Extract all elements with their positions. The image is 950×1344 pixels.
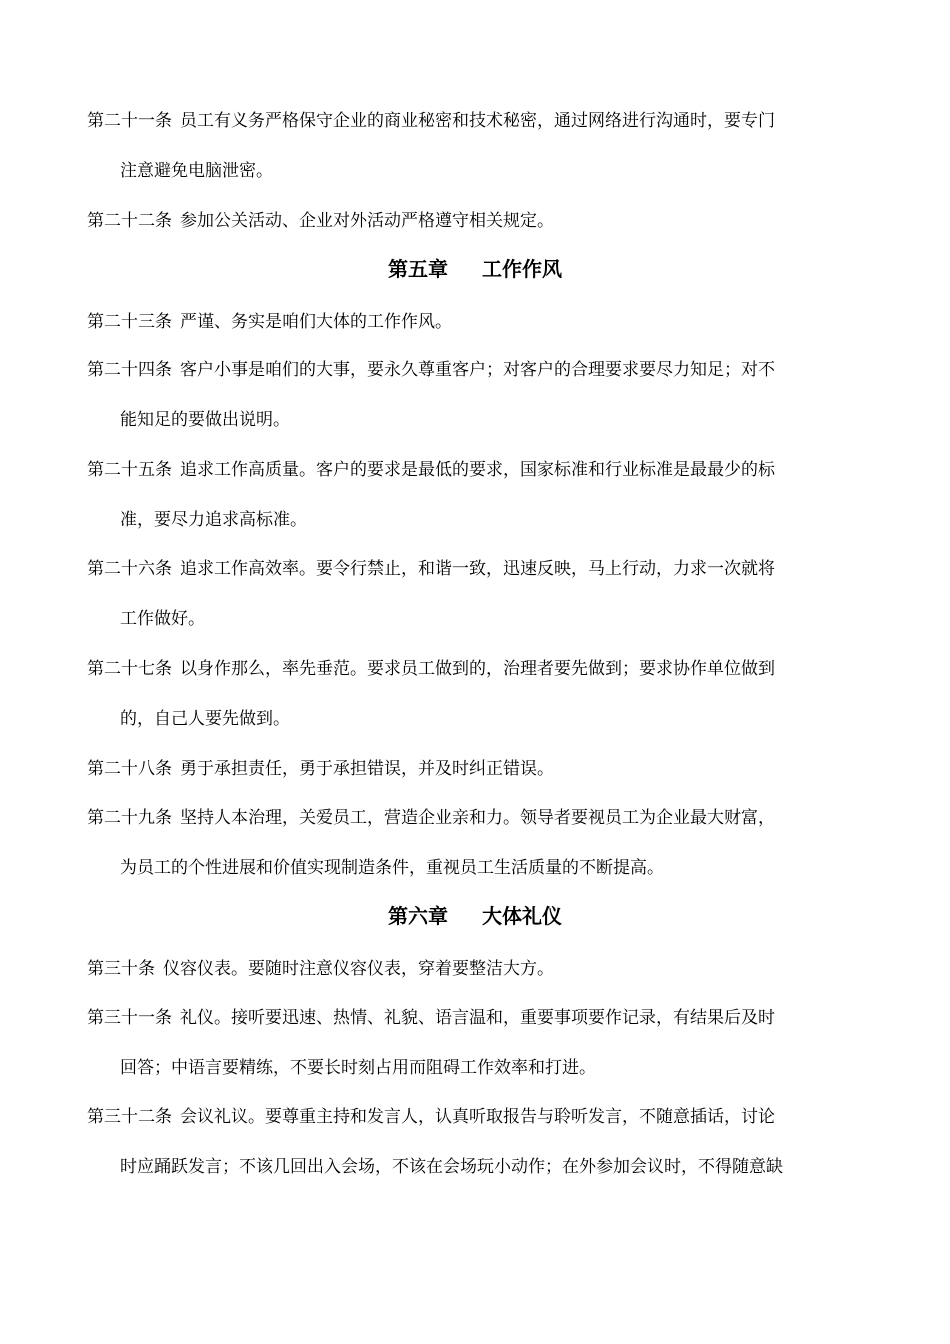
article-22-line-1 (87, 209, 554, 233)
article-number: 第二十一条 (87, 111, 172, 131)
article-number: 第二十四条 (87, 360, 172, 380)
article-text: 严谨、务实是咱们大体的工作作风。 (180, 312, 452, 332)
article-number: 第三十二条 (87, 1107, 172, 1127)
article-text: 参加公关活动、企业对外活动严格遵守相关规定。 (180, 211, 554, 231)
article-32-line-1 (87, 1105, 775, 1129)
article-number: 第二十六条 (87, 559, 172, 579)
article-24-line-1 (87, 358, 775, 382)
article-25-line-2: 准，要尽力追求高标准。 (120, 510, 307, 530)
chapter-number: 第六章 (388, 904, 448, 928)
article-26-line-1 (87, 557, 775, 581)
article-23-line-1 (87, 310, 452, 334)
article-text: 追求工作高质量。客户的要求是最低的要求，国家标准和行业标准是最最少的标 (180, 460, 775, 480)
article-text: 礼仪。接听要迅速、热情、礼貌、语言温和，重要事项要作记录，有结果后及时 (180, 1008, 775, 1028)
article-31-line-1 (87, 1006, 775, 1030)
chapter-title: 大体礼仪 (482, 904, 562, 928)
chapter-5-heading (0, 255, 950, 283)
article-27-line-1 (87, 657, 775, 681)
article-text: 客户小事是咱们的大事，要永久尊重客户；对客户的合理要求要尽力知足；对不 (180, 360, 775, 380)
chapter-title: 工作作风 (482, 257, 562, 281)
chapter-number: 第五章 (388, 257, 448, 281)
article-number: 第三十一条 (87, 1008, 172, 1028)
article-text: 勇于承担责任，勇于承担错误，并及时纠正错误。 (180, 759, 554, 779)
article-24-line-2: 能知足的要做出说明。 (120, 410, 290, 430)
chapter-6-heading (0, 902, 950, 930)
article-number: 第二十八条 (87, 759, 172, 779)
article-number: 第二十七条 (87, 659, 172, 679)
article-number: 第二十二条 (87, 211, 172, 231)
article-27-line-2: 的，自己人要先做到。 (120, 709, 290, 729)
article-31-line-2: 回答；中语言要精练，不要长时刻占用而阻碍工作效率和打进。 (120, 1058, 596, 1078)
article-text: 员工有义务严格保守企业的商业秘密和技术秘密，通过网络进行沟通时，要专门 (180, 111, 775, 131)
article-21-line-2: 注意避免电脑泄密。 (120, 161, 273, 181)
article-26-line-2: 工作做好。 (120, 609, 205, 629)
article-text: 仪容仪表。要随时注意仪容仪表，穿着要整洁大方。 (163, 959, 554, 979)
article-25-line-1 (87, 458, 775, 482)
article-text: 坚持人本治理，关爱员工，营造企业亲和力。领导者要视员工为企业最大财富， (180, 808, 775, 828)
article-32-line-2: 时应踊跃发言；不该几回出入会场，不该在会场玩小动作；在外参加会议时，不得随意缺 (120, 1157, 783, 1177)
article-28-line-1 (87, 757, 554, 781)
article-text: 以身作那么，率先垂范。要求员工做到的，治理者要先做到；要求协作单位做到 (180, 659, 775, 679)
article-number: 第二十五条 (87, 460, 172, 480)
article-text: 会议礼议。要尊重主持和发言人，认真听取报告与聆听发言，不随意插话，讨论 (180, 1107, 775, 1127)
article-21-line-1 (87, 109, 775, 133)
article-29-line-2: 为员工的个性进展和价值实现制造条件，重视员工生活质量的不断提高。 (120, 858, 664, 878)
article-number: 第二十九条 (87, 808, 172, 828)
article-29-line-1 (87, 806, 775, 830)
article-30-line-1 (87, 957, 554, 981)
article-number: 第二十三条 (87, 312, 172, 332)
article-text: 追求工作高效率。要令行禁止，和谐一致，迅速反映，马上行动，力求一次就将 (180, 559, 775, 579)
article-number: 第三十条 (87, 959, 155, 979)
